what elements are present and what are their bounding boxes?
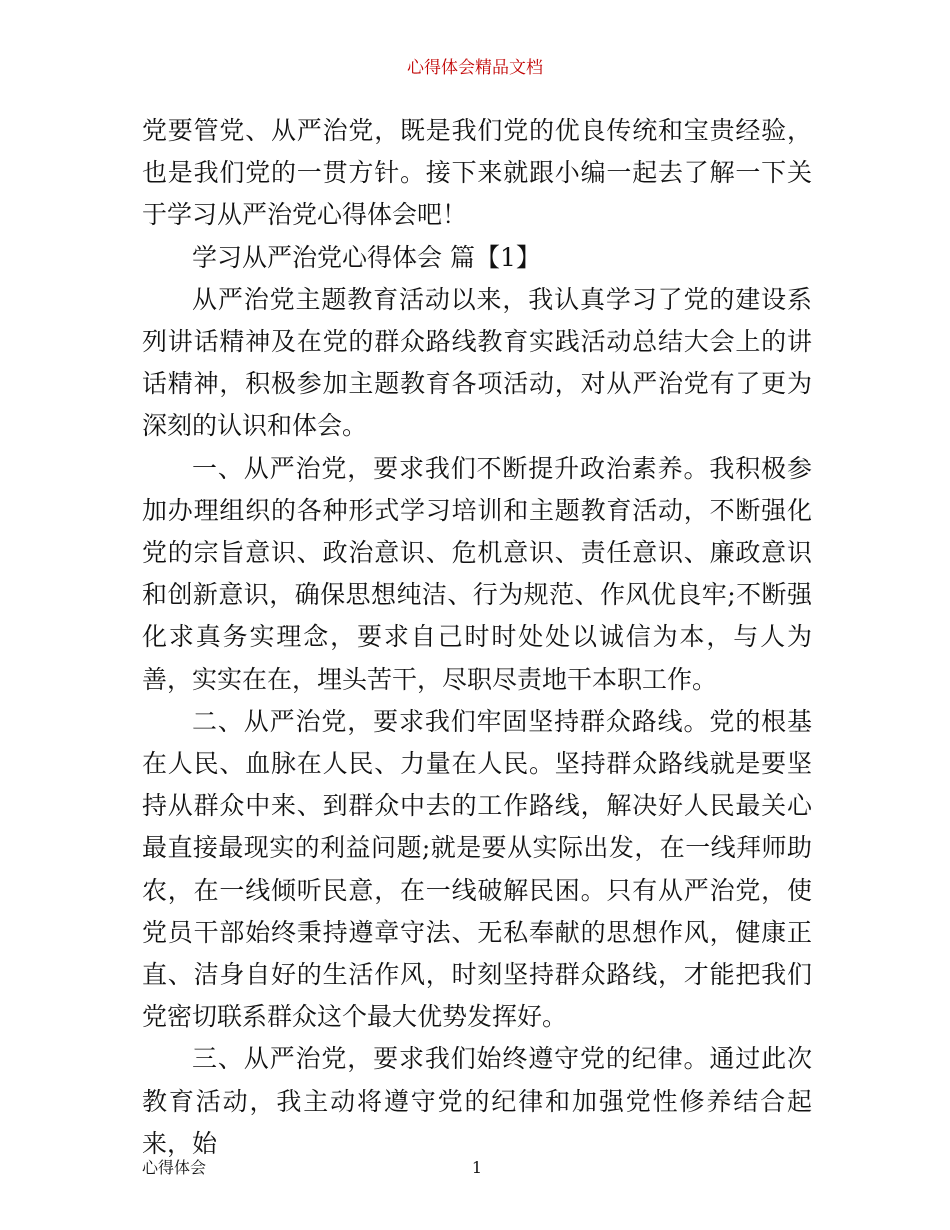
body-paragraph-2: 一、从严治党，要求我们不断提升政治素养。我积极参加办理组织的各种形式学习培训和主题教育活动，不断强化党的宗旨意识、政治意识、危机意识、责任意识、廉政意识和创新意识，确保思想纯洁、行为规范、作风优良牢;不断强化求真务实理念，要求自己时时处处以诚信为本，与人为善，实实在在，埋头苦干，尽职尽责地干本职工作。 <box>142 453 812 694</box>
header-title: 心得体会精品文档 <box>407 58 543 78</box>
document-body <box>142 110 812 1165</box>
body-paragraph-1: 从严治党主题教育活动以来，我认真学习了党的建设系列讲话精神及在党的群众路线教育实践活动总结大会上的讲话精神，积极参加主题教育各项活动，对从严治党有了更为深刻的认识和体会。 <box>142 284 812 441</box>
section-heading: 学习从严治党心得体会 篇【1】 <box>192 242 541 272</box>
body-paragraph-4: 三、从严治党，要求我们始终遵守党的纪律。通过此次教育活动，我主动将遵守党的纪律和加强党性修养结合起来，始 <box>142 1044 812 1158</box>
page-number: 1 <box>471 1158 483 1177</box>
footer-label: 心得体会 <box>142 1158 207 1177</box>
body-paragraph-3: 二、从严治党，要求我们牢固坚持群众路线。党的根基在人民、血脉在人民、力量在人民。坚持群众路线就是要坚持从群众中来、到群众中去的工作路线，解决好人民最关心最直接最现实的利益问题;就是要从实际出发，在一线拜师助农，在一线倾听民意，在一线破解民困。只有从严治党，使党员干部始终秉持遵章守法、无私奉献的思想作风，健康正直、洁身自好的生活作风，时刻坚持群众路线，才能把我们党密切联系群众这个最大优势发挥好。 <box>142 706 812 1032</box>
intro-paragraph: 党要管党、从严治党，既是我们党的优良传统和宝贵经验，也是我们党的一贯方针。接下来就跟小编一起去了解一下关于学习从严治党心得体会吧！ <box>142 116 812 230</box>
